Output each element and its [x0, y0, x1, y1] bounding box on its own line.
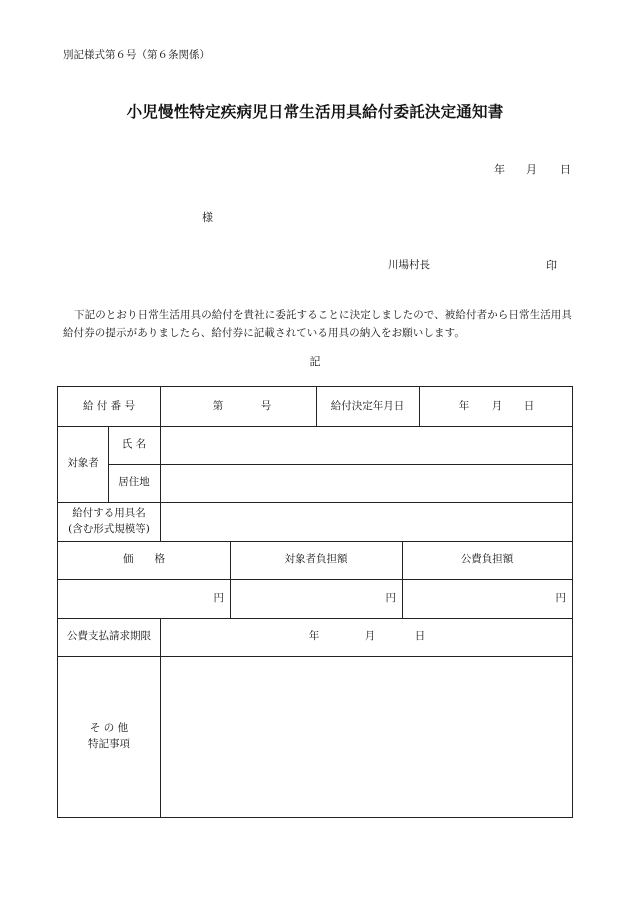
issue-date-month: 月 [526, 163, 537, 176]
subject-label: 対象者 [67, 457, 99, 470]
public-burden-label: 公費負担額 [460, 553, 514, 566]
benefit-number-label: 給 付 番 号 [82, 399, 135, 412]
deadline-day: 日 [414, 630, 426, 643]
issuer-name: 川場村長 [388, 259, 430, 271]
other-notes-label-line1: そ の 他 [89, 722, 129, 735]
address-label: 居住地 [118, 476, 150, 489]
item-name-label [58, 502, 160, 541]
subject-burden-label: 対象者負担額 [284, 553, 348, 566]
deadline-year: 年 [308, 630, 320, 643]
other-notes-label-line2: 特記事項 [88, 737, 130, 750]
benefit-number-go: 号 [260, 399, 272, 412]
subject-burden-yen: 円 [385, 591, 396, 604]
decision-date-label: 給付決定年月日 [330, 399, 405, 412]
notice-body: 下記のとおり日常生活用具の給付を貴社に委託することに決定しましたので、被給付者から日常生活用具給付券の提示がありましたら、給付券に記載されている用具の納入をお願いします。 [63, 309, 572, 339]
public-burden-yen: 円 [555, 591, 566, 604]
issue-date-year: 年 [494, 163, 505, 176]
price-yen: 円 [213, 591, 224, 604]
col-divider [419, 387, 420, 426]
decision-date-year: 年 [458, 399, 470, 412]
row-divider [108, 464, 572, 465]
benefit-number-dai: 第 [212, 399, 224, 412]
decision-date-month: 月 [491, 399, 503, 412]
deadline-label: 公費支払請求期限 [67, 630, 151, 643]
name-label: 氏 名 [121, 438, 147, 451]
seal-mark: 印 [546, 259, 557, 272]
ki-heading: 記 [309, 355, 321, 368]
price-label: 価 格 [123, 553, 165, 566]
col-divider [160, 618, 161, 817]
recipient-suffix: 様 [202, 211, 213, 224]
issue-date-day: 日 [560, 163, 571, 176]
item-name-label-line2: (含む形式規模等) [68, 522, 150, 535]
decision-date-day: 日 [523, 399, 535, 412]
other-notes-label [58, 656, 160, 817]
document-title: 小児慢性特定疾病児日常生活用具給付委託決定通知書 [126, 102, 504, 121]
deadline-month: 月 [364, 630, 376, 643]
col-divider [160, 387, 161, 541]
notice-form-table [57, 386, 573, 818]
item-name-label-line1: 給付する用具名 [72, 507, 146, 520]
form-number: 別記様式第６号（第６条関係） [63, 49, 210, 61]
